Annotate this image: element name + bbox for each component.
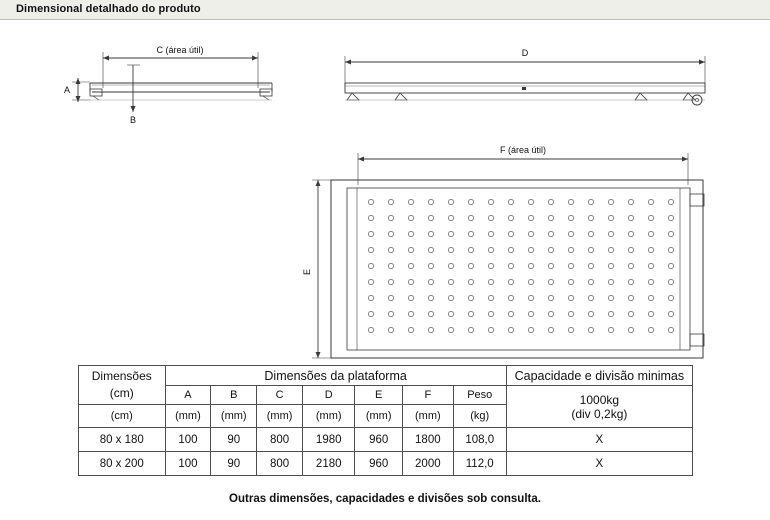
dimension-label-e: E [302,268,312,276]
dimensions-table-wrapper [78,365,693,476]
table-header-row-groups [79,366,693,386]
page-title: Dimensional detalhado do produto [16,3,201,15]
row-peso: 108,0 [453,428,506,452]
unit-c: (mm) [257,405,303,428]
row-a: 100 [165,452,211,476]
row-capacity: X [506,428,692,452]
column-header-b: B [211,386,257,405]
row-c: 800 [257,428,303,452]
row-f: 2000 [402,452,453,476]
unit-peso: (kg) [453,405,506,428]
column-header-e: E [355,386,402,405]
row-label-line2: (cm) [109,386,134,400]
capacity-value-line1: 1000kg [579,392,620,407]
panel-header [0,0,770,20]
dimension-label-c: C (área útil) [156,45,204,55]
dimension-label-a: A [63,85,71,95]
row-label-header [79,366,166,405]
capacity-value-cell [506,386,692,428]
table-row [79,428,693,452]
column-header-c: C [257,386,303,405]
row-f: 1800 [402,428,453,452]
table-header-row-columns [79,386,693,405]
footnote: Outras dimensões, capacidades e divisões sob consulta. [229,493,541,505]
column-header-f: F [402,386,453,405]
technical-drawing [0,20,770,360]
row-d: 2180 [303,452,355,476]
unit-b: (mm) [211,405,257,428]
row-e: 960 [355,428,402,452]
group-header-capacity: Capacidade e divisão minimas [506,366,692,386]
unit-f: (mm) [402,405,453,428]
row-e: 960 [355,452,402,476]
row-capacity: X [506,452,692,476]
row-d: 1980 [303,428,355,452]
unit-a: (mm) [165,405,211,428]
unit-e: (mm) [355,405,402,428]
dimension-label-d: D [521,48,529,58]
group-header-platform: Dimensões da plataforma [165,366,506,386]
table-row [79,452,693,476]
row-c: 800 [257,452,303,476]
column-header-peso: Peso [453,386,506,405]
unit-d: (mm) [303,405,355,428]
dimension-label-f: F (área útil) [499,145,547,155]
row-b: 90 [211,428,257,452]
unit-label-size: (cm) [79,405,166,428]
row-label-line1: Dimensões [91,369,152,383]
row-size: 80 x 180 [79,428,166,452]
row-b: 90 [211,452,257,476]
dimensions-table [78,365,693,476]
row-size: 80 x 200 [79,452,166,476]
column-header-a: A [165,386,211,405]
column-header-d: D [303,386,355,405]
row-peso: 112,0 [453,452,506,476]
row-a: 100 [165,428,211,452]
dimension-label-b: B [129,115,137,125]
capacity-value-line2: (div 0,2kg) [571,406,628,421]
